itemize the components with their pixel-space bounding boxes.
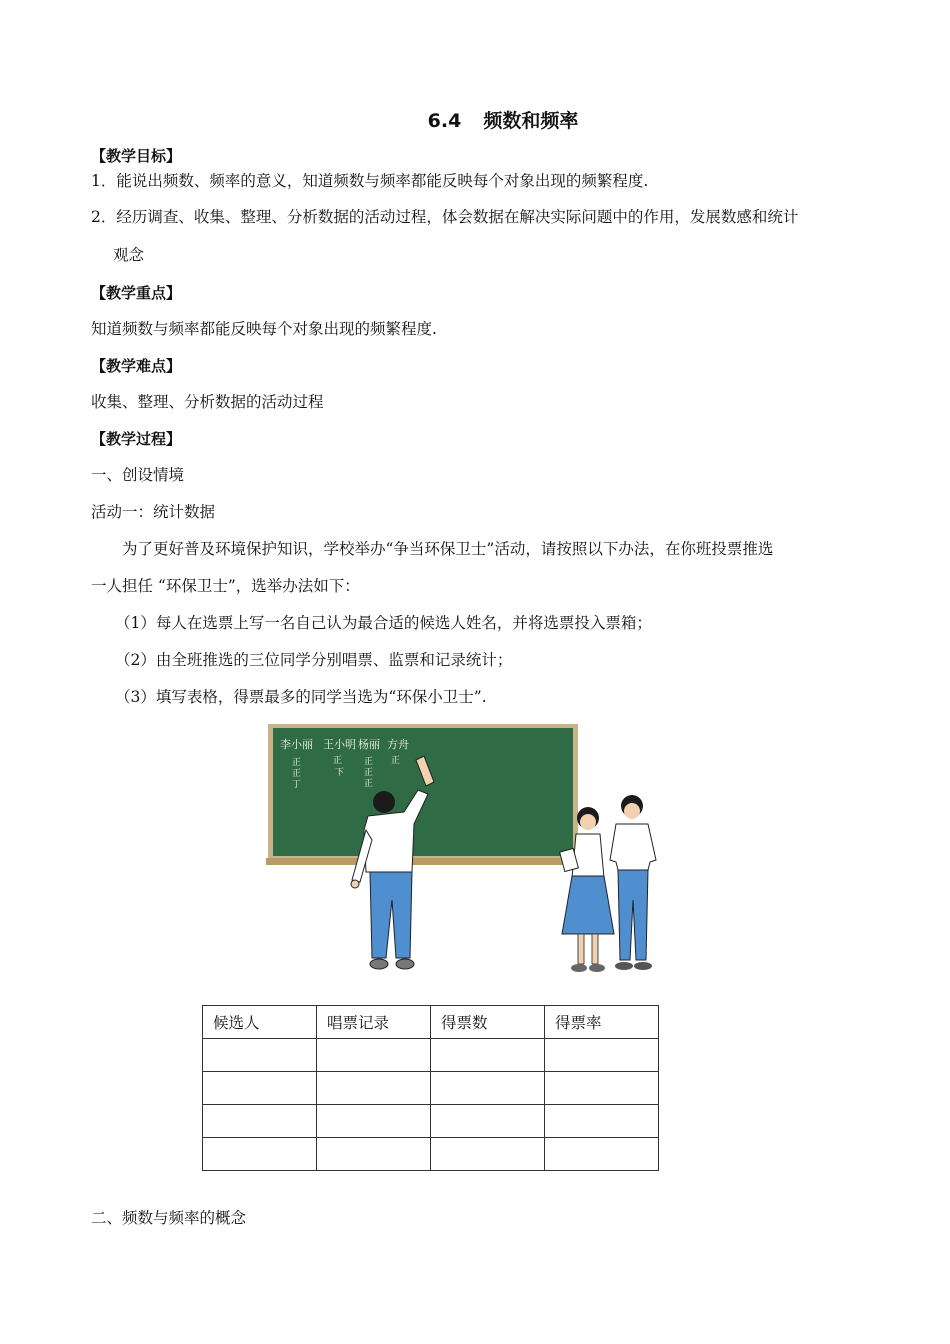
step-3: （3）填写表格，得票最多的同学当选为“环保小卫士”. <box>115 688 487 706</box>
goals-heading: 【教学目标】 <box>91 147 182 165</box>
title-text: 频数和频率 <box>483 110 579 132</box>
step-2: （2）由全班推选的三位同学分别唱票、监票和记录统计； <box>115 651 513 669</box>
table-row <box>203 1138 659 1171</box>
tally-1b: 正 <box>292 769 302 779</box>
tally-4a: 正 <box>391 756 401 766</box>
board-name-4: 方舟 <box>387 738 409 751</box>
page-title <box>0 106 950 133</box>
key-text: 知道频数与频率都能反映每个对象出现的频繁程度. <box>91 320 437 338</box>
goal-item-1: 1．能说出频数、频率的意义，知道频数与频率都能反映每个对象出现的频繁程度. <box>91 172 649 190</box>
activity-paragraph-line1: 为了更好普及环境保护知识，学校举办“争当环保卫士”活动，请按照以下办法，在你班投票推选 <box>122 540 774 558</box>
step-1: （1）每人在选票上写一名自己认为最合适的候选人姓名，并将选票投入票箱； <box>115 614 652 632</box>
header-rate: 得票率 <box>545 1006 659 1039</box>
standing-boy <box>610 795 656 970</box>
tally-1c: 丁 <box>292 780 302 790</box>
header-candidate: 候选人 <box>203 1006 317 1039</box>
section2-title: 二、频数与频率的概念 <box>91 1209 247 1227</box>
goal-item-2: 2．经历调查、收集、整理、分析数据的活动过程，体会数据在解决实际问题中的作用，发展数感和统计 <box>91 208 799 226</box>
header-tally: 唱票记录 <box>317 1006 431 1039</box>
table-row <box>203 1039 659 1072</box>
tally-2b: 下 <box>335 768 345 778</box>
table-row <box>203 1072 659 1105</box>
difficult-heading: 【教学难点】 <box>91 357 182 375</box>
activity-paragraph-line2: 一人担任 “环保卫士”，选举办法如下： <box>91 577 360 595</box>
table-row <box>203 1105 659 1138</box>
blackboard-illustration <box>266 720 662 982</box>
vote-table <box>202 1005 659 1171</box>
process-heading: 【教学过程】 <box>91 430 182 448</box>
tally-3b: 正 <box>364 768 374 778</box>
tally-3c: 正 <box>364 779 374 789</box>
key-heading: 【教学重点】 <box>91 284 182 302</box>
header-votes: 得票数 <box>431 1006 545 1039</box>
chalk-tray <box>266 858 580 865</box>
tally-1a: 正 <box>292 758 302 768</box>
board-name-2: 王小明 <box>323 738 356 751</box>
tally-2a: 正 <box>333 756 343 766</box>
title-number: 6.4 <box>427 110 462 132</box>
activity1-title: 活动一：统计数据 <box>91 503 216 521</box>
goal-item-2-cont: 观念 <box>113 246 145 264</box>
section1-title: 一、创设情境 <box>91 466 185 484</box>
tally-3a: 正 <box>364 757 374 767</box>
table-header-row <box>203 1006 659 1039</box>
difficult-text: 收集、整理、分析数据的活动过程 <box>91 393 324 411</box>
board-name-3: 杨丽 <box>358 738 380 751</box>
board-name-1: 李小丽 <box>280 738 313 751</box>
